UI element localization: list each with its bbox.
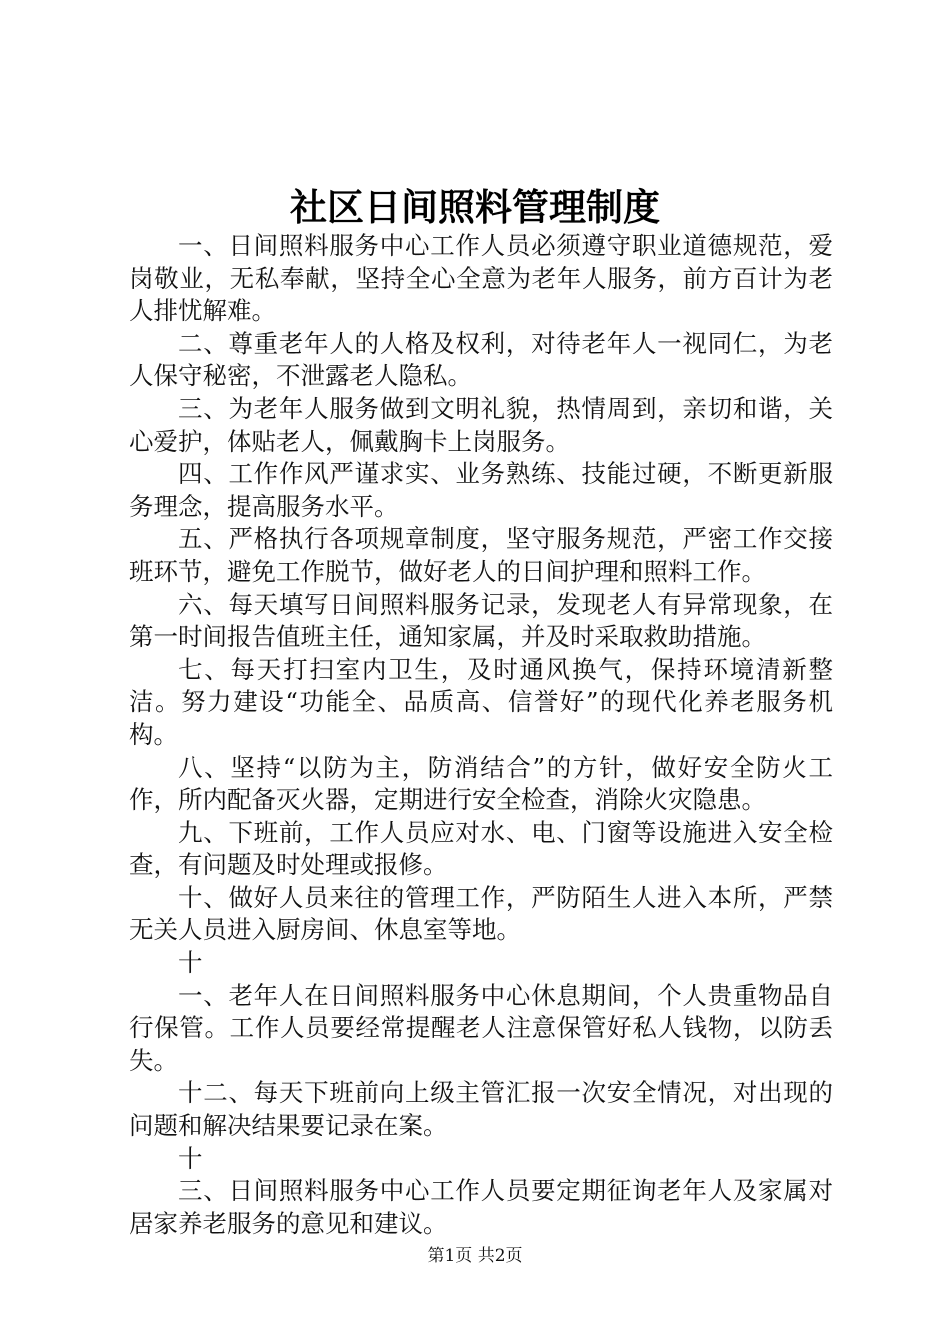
paragraph-1: 一、日间照料服务中心工作人员必须遵守职业道德规范，爱岗敬业，无私奉献，坚持全心全意为老年人服务，前方百计为老人排忧解难。 [129,231,833,326]
paragraph-12: 十二、每天下班前向上级主管汇报一次安全情况，对出现的问题和解决结果要记录在案。 [129,1078,833,1141]
paragraph-8: 八、坚持“以防为主，防消结合”的方针，做好安全防火工作，所内配备灭火器，定期进行安全检查，消除火灾隐患。 [129,752,833,815]
paragraph-2: 二、尊重老年人的人格及权利，对待老年人一视同仁，为老人保守秘密，不泄露老人隐私。 [129,328,833,391]
page-number-footer: 第1页 共2页 [427,1246,523,1266]
paragraph-10: 十、做好人员来往的管理工作，严防陌生人进入本所，严禁无关人员进入厨房间、休息室等地。 [129,882,833,945]
paragraph-13-prefix: 十 [178,1143,203,1173]
paragraph-7: 七、每天打扫室内卫生，及时通风换气，保持环境清新整洁。努力建设“功能全、品质高、信誉好”的现代化养老服务机构。 [129,654,833,749]
paragraph-5: 五、严格执行各项规章制度，坚守服务规范，严密工作交接班环节，避免工作脱节，做好老人的日间护理和照料工作。 [129,524,833,586]
paragraph-3: 三、为老年人服务做到文明礼貌，热情周到，亲切和谐，关心爱护，体贴老人，佩戴胸卡上岗服务。 [129,393,833,456]
paragraph-6: 六、每天填写日间照料服务记录，发现老人有异常现象，在第一时间报告值班主任，通知家属，并及时采取救助措施。 [129,589,833,652]
document-body [129,230,833,1240]
paragraph-11-prefix: 十 [178,948,203,978]
paragraph-9: 九、下班前，工作人员应对水、电、门窗等设施进入安全检查，有问题及时处理或报修。 [129,817,833,880]
paragraph-11: 一、老年人在日间照料服务中心休息期间，个人贵重物品自行保管。工作人员要经常提醒老人注意保管好私人钱物，以防丢失。 [129,980,833,1075]
paragraph-4: 四、工作作风严谨求实、业务熟练、技能过硬，不断更新服务理念，提高服务水平。 [129,459,833,521]
document-title: 社区日间照料管理制度 [290,185,660,229]
paragraph-13: 三、日间照料服务中心工作人员要定期征询老年人及家属对居家养老服务的意见和建议。 [129,1176,833,1238]
